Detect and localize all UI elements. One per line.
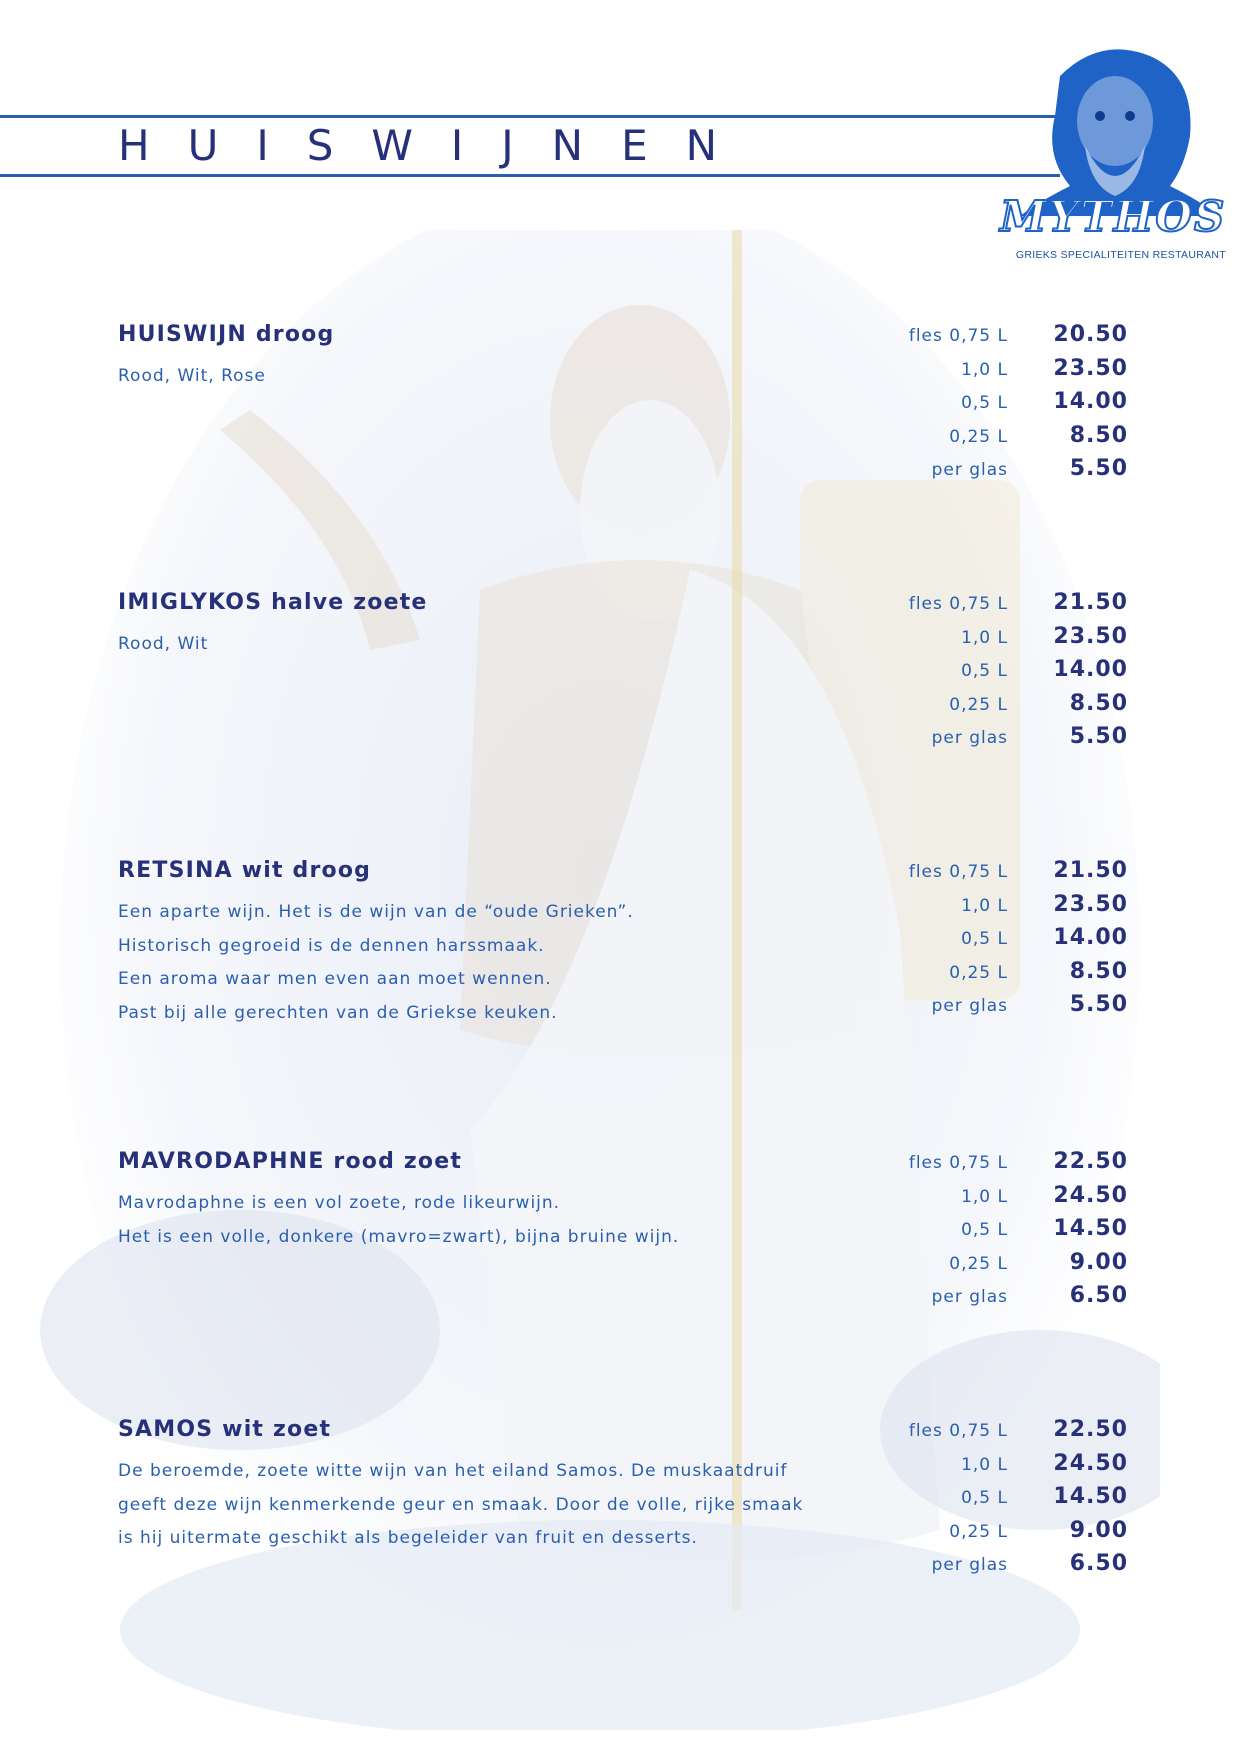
price-row [818, 1149, 1128, 1187]
price-size: 0,5 L [961, 1488, 1008, 1508]
price-size: per glas [931, 996, 1008, 1016]
price-size: per glas [931, 728, 1008, 748]
price-amount: 6.50 [1069, 1283, 1128, 1308]
price-row [818, 958, 1128, 997]
price-amount: 8.50 [1069, 690, 1128, 716]
price-row [818, 1249, 1128, 1288]
price-amount: 22.50 [1053, 1149, 1128, 1174]
description-line: Het is een volle, donkere (mavro=zwart), bijna bruine wijn. [118, 1226, 680, 1247]
price-size: 1,0 L [961, 359, 1008, 380]
price-amount: 20.50 [1053, 322, 1128, 347]
wine-name: SAMOS wit zoet [118, 1417, 332, 1442]
price-amount: 14.00 [1053, 925, 1128, 950]
price-size: fles 0,75 L [908, 862, 1008, 882]
description-line: Rood, Wit, Rose [118, 366, 266, 386]
price-row [818, 1551, 1128, 1589]
price-row [818, 891, 1128, 930]
description-line: De beroemde, zoete witte wijn van het eiland Samos. De muskaatdruif [118, 1461, 788, 1481]
logo-wordmark: MYTHOS [1000, 192, 1227, 241]
price-row [818, 590, 1128, 628]
price-amount: 21.50 [1053, 590, 1128, 615]
wine-description [118, 1187, 838, 1254]
wine-description [118, 1455, 838, 1556]
description-line: Rood, Wit [118, 634, 209, 654]
price-amount: 9.00 [1069, 1517, 1128, 1543]
price-row [818, 690, 1128, 729]
price-size: per glas [931, 1555, 1008, 1575]
price-size: fles 0,75 L [908, 594, 1008, 614]
description-line: is hij uitermate geschikt als begeleider van fruit en desserts. [118, 1528, 698, 1548]
wine-description [118, 360, 838, 394]
price-row [818, 925, 1128, 963]
price-size: 0,5 L [961, 661, 1008, 681]
price-amount: 23.50 [1053, 891, 1128, 917]
price-row [818, 456, 1128, 494]
price-size: 0,25 L [949, 962, 1008, 983]
price-row [818, 1283, 1128, 1321]
description-line: Mavrodaphne is een vol zoete, rode likeurwijn. [118, 1193, 561, 1213]
price-amount: 8.50 [1069, 958, 1128, 984]
wine-name: RETSINA wit droog [118, 858, 372, 883]
price-amount: 23.50 [1053, 623, 1128, 649]
description-line: Een aroma waar men even aan moet wennen. [118, 969, 552, 989]
price-amount: 22.50 [1053, 1417, 1128, 1442]
price-amount: 6.50 [1069, 1551, 1128, 1576]
price-amount: 9.00 [1069, 1249, 1128, 1275]
price-amount: 14.50 [1053, 1216, 1128, 1241]
wine-name: IMIGLYKOS halve zoete [118, 590, 428, 615]
price-row [818, 657, 1128, 695]
header-bottom-rule [0, 174, 1060, 177]
price-amount: 14.00 [1053, 657, 1128, 682]
price-row [818, 355, 1128, 394]
description-line: geeft deze wijn kenmerkende geur en smaak. Door de volle, rijke smaak [118, 1494, 804, 1515]
wine-description [118, 628, 838, 662]
price-row [818, 389, 1128, 427]
price-amount: 5.50 [1069, 992, 1128, 1017]
price-row [818, 1450, 1128, 1489]
price-amount: 14.50 [1053, 1484, 1128, 1509]
price-row [818, 992, 1128, 1030]
price-size: per glas [931, 460, 1008, 480]
price-row [818, 1182, 1128, 1221]
price-size: 0,5 L [961, 393, 1008, 413]
price-amount: 24.50 [1053, 1450, 1128, 1476]
price-row [818, 1417, 1128, 1455]
price-row [818, 422, 1128, 461]
wine-name: MAVRODAPHNE rood zoet [118, 1149, 463, 1174]
description-line: Een aparte wijn. Het is de wijn van de “oude Grieken”. [118, 902, 634, 922]
price-list [818, 322, 1128, 494]
price-list [818, 858, 1128, 1030]
description-line: Past bij alle gerechten van de Griekse keuken. [118, 1002, 558, 1023]
price-row [818, 1517, 1128, 1556]
price-size: fles 0,75 L [908, 326, 1008, 346]
price-amount: 24.50 [1053, 1182, 1128, 1208]
price-size: 0,25 L [949, 426, 1008, 447]
price-amount: 21.50 [1053, 858, 1128, 883]
price-amount: 5.50 [1069, 456, 1128, 481]
description-line: Historisch gegroeid is de dennen harssmaak. [118, 935, 545, 956]
price-row [818, 724, 1128, 762]
price-row [818, 322, 1128, 360]
price-size: 0,25 L [949, 1253, 1008, 1274]
price-row [818, 1484, 1128, 1522]
price-amount: 23.50 [1053, 355, 1128, 381]
wine-description [118, 896, 838, 1030]
price-size: per glas [931, 1287, 1008, 1307]
price-row [818, 623, 1128, 662]
logo-subtitle: GRIEKS SPECIALITEITEN RESTAURANT [1015, 249, 1226, 261]
price-amount: 8.50 [1069, 422, 1128, 448]
price-row [818, 1216, 1128, 1254]
price-size: 0,25 L [949, 1521, 1008, 1542]
wine-name: HUISWIJN droog [118, 322, 335, 347]
page-title: HUISWIJNEN [118, 121, 756, 170]
price-size: 1,0 L [961, 627, 1008, 648]
price-list [818, 1149, 1128, 1321]
price-size: 1,0 L [961, 895, 1008, 916]
price-size: 1,0 L [961, 1454, 1008, 1475]
price-amount: 14.00 [1053, 389, 1128, 414]
price-size: 0,25 L [949, 694, 1008, 715]
price-size: 1,0 L [961, 1186, 1008, 1207]
price-row [818, 858, 1128, 896]
price-size: fles 0,75 L [908, 1421, 1008, 1441]
price-list [818, 590, 1128, 762]
price-size: 0,5 L [961, 929, 1008, 949]
price-size: fles 0,75 L [908, 1153, 1008, 1173]
price-list [818, 1417, 1128, 1589]
price-amount: 5.50 [1069, 724, 1128, 749]
price-size: 0,5 L [961, 1220, 1008, 1240]
